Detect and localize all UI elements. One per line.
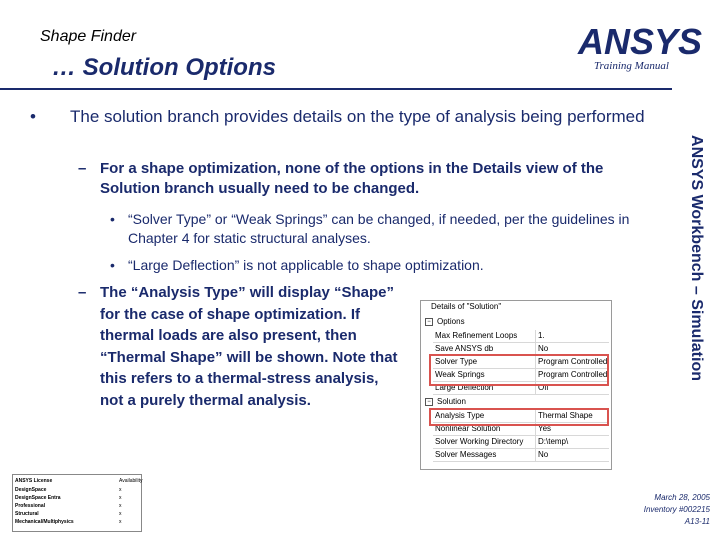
bullet-text: The solution branch provides details on the type of analysis being performed xyxy=(70,107,645,126)
detail-key: Save ANSYS db xyxy=(435,344,494,353)
license-availability: x xyxy=(119,495,122,501)
highlight-analysis-type xyxy=(429,408,609,426)
bullet-dot-icon: • xyxy=(110,257,115,273)
detail-value[interactable]: No xyxy=(538,344,549,353)
license-row xyxy=(15,487,139,493)
group-label: Options xyxy=(437,317,465,326)
group-solution[interactable] xyxy=(425,397,466,406)
detail-key: Solver Type xyxy=(435,357,478,366)
details-panel xyxy=(420,300,612,470)
detail-key: Solver Working Directory xyxy=(435,437,524,446)
bullet-text: “Solver Type” or “Weak Springs” can be changed, if needed, per the guidelines in Chapter 4 for static structural analyses. xyxy=(128,211,630,246)
license-row xyxy=(15,511,139,517)
bullet-text: For a shape optimization, none of the options in the Details view of the Solution branch usually need to be changed. xyxy=(100,160,604,197)
dash-icon: – xyxy=(78,160,87,177)
bullet-dot-icon: • xyxy=(30,107,36,126)
highlight-solver-options xyxy=(429,354,609,386)
bullet-level2 xyxy=(78,159,620,199)
license-name: Structural xyxy=(15,511,39,517)
license-availability: x xyxy=(119,503,122,509)
license-availability: x xyxy=(119,487,122,493)
bullet-dot-icon: • xyxy=(110,211,115,227)
slide-title: … Solution Options xyxy=(52,54,276,81)
license-name: DesignSpace Entra xyxy=(15,495,61,501)
detail-key: Max Refinement Loops xyxy=(435,331,518,340)
detail-key: Large Deflection xyxy=(435,383,494,392)
license-header xyxy=(15,478,143,484)
bullet-level3 xyxy=(110,256,648,275)
license-row xyxy=(15,503,139,509)
license-row xyxy=(15,495,139,501)
detail-value[interactable]: Thermal Shape xyxy=(538,411,593,420)
detail-value[interactable]: No xyxy=(538,450,549,459)
footer-date: March 28, 2005 xyxy=(654,493,710,502)
license-row xyxy=(15,519,139,525)
detail-key: Solver Messages xyxy=(435,450,497,459)
sidebar-label: ANSYS Workbench – Simulation xyxy=(688,135,705,381)
detail-value[interactable]: D:\temp\ xyxy=(538,437,569,446)
ansys-logo-text: ANSYS xyxy=(578,21,703,60)
license-name: Professional xyxy=(15,503,46,509)
footer-inventory: Inventory #002215 xyxy=(643,505,710,514)
detail-row[interactable] xyxy=(433,449,609,462)
ansys-logo xyxy=(576,20,706,60)
license-availability: x xyxy=(119,511,122,517)
detail-value[interactable]: Off xyxy=(538,383,549,392)
license-table xyxy=(12,474,142,532)
bullet-text: “Large Deflection” is not applicable to shape optimization. xyxy=(128,257,484,273)
collapse-icon[interactable]: − xyxy=(425,318,433,326)
detail-value[interactable]: Program Controlled xyxy=(538,357,608,366)
license-name: DesignSpace xyxy=(15,487,47,493)
header-divider xyxy=(0,88,672,90)
detail-value[interactable]: Program Controlled xyxy=(538,370,608,379)
collapse-icon[interactable]: − xyxy=(425,398,433,406)
group-options[interactable] xyxy=(425,317,465,326)
footer-page: A13-11 xyxy=(684,517,710,526)
bullet-text: The “Analysis Type” will display “Shape” for the case of shape optimization. If thermal loads are also present, then “Thermal Shape” will be shown. Note that this refers to a thermal-stress analysis, not a purely thermal analysis. xyxy=(100,284,398,409)
detail-key: Nonlinear Solution xyxy=(435,424,501,433)
license-availability: x xyxy=(119,519,122,525)
license-header-availability: Availability xyxy=(119,478,143,484)
footer xyxy=(560,492,710,528)
detail-value[interactable]: Yes xyxy=(538,424,552,433)
detail-key: Weak Springs xyxy=(435,370,485,379)
sidebar xyxy=(676,88,716,428)
detail-key: Analysis Type xyxy=(435,411,485,420)
slide-section-title: Shape Finder xyxy=(40,28,137,45)
details-panel-title: Details of "Solution" xyxy=(431,302,502,311)
license-name: Mechanical/Multiphysics xyxy=(15,519,74,525)
bullet-level2 xyxy=(78,282,405,411)
group-label: Solution xyxy=(437,397,466,406)
detail-row[interactable] xyxy=(433,330,609,343)
detail-row[interactable] xyxy=(433,436,609,449)
training-manual-label: Training Manual xyxy=(594,60,669,72)
license-header-name: ANSYS License xyxy=(15,478,53,484)
bullet-level3 xyxy=(110,210,648,248)
dash-icon: – xyxy=(78,284,87,301)
detail-value[interactable]: 1. xyxy=(538,331,545,340)
